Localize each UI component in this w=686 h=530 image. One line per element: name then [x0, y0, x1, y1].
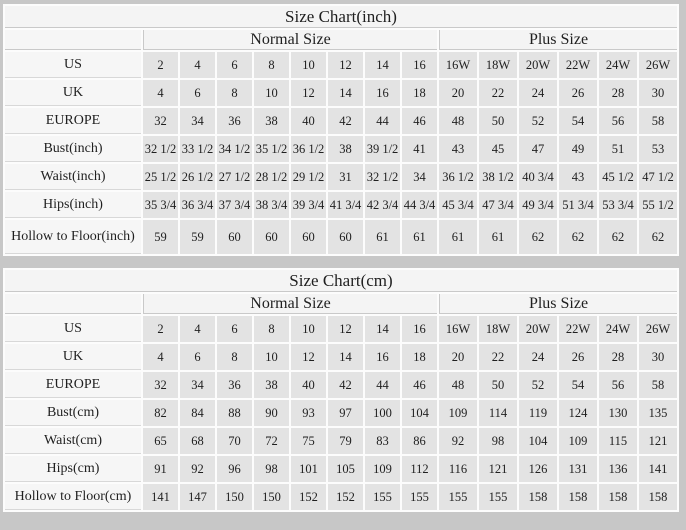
size-value-cell: 38 3/4 — [254, 192, 289, 218]
group-header-normal-size: Normal Size — [143, 294, 437, 314]
size-value-cell: 158 — [639, 484, 677, 510]
size-value-cell: 45 3/4 — [439, 192, 477, 218]
size-row — [5, 372, 677, 398]
size-value-cell: 16 — [365, 80, 400, 106]
size-value-cell: 28 1/2 — [254, 164, 289, 190]
size-value-cell: 86 — [402, 428, 437, 454]
row-label: Waist(inch) — [5, 164, 141, 190]
size-value-cell: 92 — [439, 428, 477, 454]
size-value-cell: 61 — [365, 220, 400, 254]
size-value-cell: 62 — [519, 220, 557, 254]
row-label: UK — [5, 80, 141, 106]
size-value-cell: 14 — [328, 344, 363, 370]
size-value-cell: 83 — [365, 428, 400, 454]
size-value-cell: 101 — [291, 456, 326, 482]
size-value-cell: 53 — [639, 136, 677, 162]
size-row — [5, 484, 677, 510]
size-value-cell: 45 — [479, 136, 517, 162]
size-value-cell: 41 — [402, 136, 437, 162]
size-value-cell: 131 — [559, 456, 597, 482]
size-value-cell: 45 1/2 — [599, 164, 637, 190]
size-value-cell: 4 — [180, 316, 215, 342]
size-value-cell: 58 — [639, 372, 677, 398]
size-value-cell: 27 1/2 — [217, 164, 252, 190]
size-value-cell: 20W — [519, 52, 557, 78]
size-value-cell: 20W — [519, 316, 557, 342]
size-value-cell: 6 — [217, 52, 252, 78]
size-value-cell: 105 — [328, 456, 363, 482]
size-value-cell: 60 — [291, 220, 326, 254]
size-value-cell: 8 — [254, 52, 289, 78]
size-value-cell: 49 — [559, 136, 597, 162]
row-label: US — [5, 52, 141, 78]
size-row — [5, 192, 677, 218]
size-value-cell: 60 — [328, 220, 363, 254]
size-value-cell: 88 — [217, 400, 252, 426]
size-value-cell: 4 — [180, 52, 215, 78]
size-value-cell: 40 — [291, 372, 326, 398]
size-value-cell: 25 1/2 — [143, 164, 178, 190]
size-value-cell: 92 — [180, 456, 215, 482]
size-value-cell: 98 — [479, 428, 517, 454]
corner-cell — [5, 30, 141, 50]
size-value-cell: 72 — [254, 428, 289, 454]
size-value-cell: 36 1/2 — [291, 136, 326, 162]
size-value-cell: 65 — [143, 428, 178, 454]
size-value-cell: 36 3/4 — [180, 192, 215, 218]
row-label: Hips(inch) — [5, 192, 141, 218]
size-value-cell: 51 — [599, 136, 637, 162]
size-value-cell: 24 — [519, 344, 557, 370]
size-value-cell: 112 — [402, 456, 437, 482]
size-value-cell: 54 — [559, 108, 597, 134]
size-value-cell: 50 — [479, 108, 517, 134]
size-row — [5, 80, 677, 106]
size-value-cell: 42 — [328, 108, 363, 134]
size-value-cell: 32 — [143, 372, 178, 398]
size-value-cell: 6 — [180, 80, 215, 106]
group-header-normal-size: Normal Size — [143, 30, 437, 50]
size-value-cell: 35 3/4 — [143, 192, 178, 218]
size-value-cell: 70 — [217, 428, 252, 454]
size-value-cell: 16W — [439, 52, 477, 78]
title-row — [5, 270, 677, 292]
size-value-cell: 130 — [599, 400, 637, 426]
row-label: Hollow to Floor(cm) — [5, 484, 141, 510]
size-row — [5, 456, 677, 482]
size-value-cell: 16W — [439, 316, 477, 342]
size-value-cell: 38 1/2 — [479, 164, 517, 190]
size-value-cell: 68 — [180, 428, 215, 454]
size-row — [5, 52, 677, 78]
size-value-cell: 2 — [143, 316, 178, 342]
size-value-cell: 62 — [599, 220, 637, 254]
size-value-cell: 155 — [402, 484, 437, 510]
size-value-cell: 6 — [217, 316, 252, 342]
size-value-cell: 16 — [402, 52, 437, 78]
size-value-cell: 61 — [402, 220, 437, 254]
size-value-cell: 26W — [639, 316, 677, 342]
group-header-plus-size: Plus Size — [439, 294, 677, 314]
size-value-cell: 8 — [217, 80, 252, 106]
size-value-cell: 20 — [439, 80, 477, 106]
size-value-cell: 47 1/2 — [639, 164, 677, 190]
size-value-cell: 32 1/2 — [365, 164, 400, 190]
size-value-cell: 97 — [328, 400, 363, 426]
size-value-cell: 82 — [143, 400, 178, 426]
size-value-cell: 152 — [328, 484, 363, 510]
size-value-cell: 24 — [519, 80, 557, 106]
size-value-cell: 104 — [402, 400, 437, 426]
size-value-cell: 60 — [217, 220, 252, 254]
size-row — [5, 136, 677, 162]
size-value-cell: 158 — [559, 484, 597, 510]
size-value-cell: 28 — [599, 344, 637, 370]
size-value-cell: 22W — [559, 316, 597, 342]
size-value-cell: 39 3/4 — [291, 192, 326, 218]
row-label: Hollow to Floor(inch) — [5, 220, 141, 254]
size-value-cell: 18W — [479, 316, 517, 342]
title-row — [5, 6, 677, 28]
size-value-cell: 56 — [599, 372, 637, 398]
size-value-cell: 4 — [143, 344, 178, 370]
size-value-cell: 59 — [180, 220, 215, 254]
size-value-cell: 24W — [599, 52, 637, 78]
size-value-cell: 18W — [479, 52, 517, 78]
size-value-cell: 26W — [639, 52, 677, 78]
size-value-cell: 43 — [559, 164, 597, 190]
size-value-cell: 126 — [519, 456, 557, 482]
size-value-cell: 47 — [519, 136, 557, 162]
size-value-cell: 141 — [143, 484, 178, 510]
size-value-cell: 91 — [143, 456, 178, 482]
size-value-cell: 36 — [217, 372, 252, 398]
size-value-cell: 33 1/2 — [180, 136, 215, 162]
group-header-row — [5, 30, 677, 50]
size-value-cell: 10 — [254, 344, 289, 370]
size-value-cell: 32 — [143, 108, 178, 134]
size-value-cell: 119 — [519, 400, 557, 426]
size-value-cell: 36 1/2 — [439, 164, 477, 190]
corner-cell — [5, 294, 141, 314]
size-value-cell: 147 — [180, 484, 215, 510]
size-value-cell: 56 — [599, 108, 637, 134]
row-label: US — [5, 316, 141, 342]
size-value-cell: 14 — [365, 316, 400, 342]
size-value-cell: 152 — [291, 484, 326, 510]
size-value-cell: 38 — [254, 108, 289, 134]
size-value-cell: 8 — [217, 344, 252, 370]
size-value-cell: 26 1/2 — [180, 164, 215, 190]
size-value-cell: 26 — [559, 80, 597, 106]
row-label: EUROPE — [5, 108, 141, 134]
size-value-cell: 61 — [439, 220, 477, 254]
size-value-cell: 40 — [291, 108, 326, 134]
size-value-cell: 47 3/4 — [479, 192, 517, 218]
size-value-cell: 55 1/2 — [639, 192, 677, 218]
size-value-cell: 34 — [180, 372, 215, 398]
size-value-cell: 12 — [328, 52, 363, 78]
size-value-cell: 59 — [143, 220, 178, 254]
size-value-cell: 35 1/2 — [254, 136, 289, 162]
size-value-cell: 60 — [254, 220, 289, 254]
size-value-cell: 158 — [519, 484, 557, 510]
size-value-cell: 39 1/2 — [365, 136, 400, 162]
size-value-cell: 114 — [479, 400, 517, 426]
size-value-cell: 48 — [439, 372, 477, 398]
size-value-cell: 136 — [599, 456, 637, 482]
size-value-cell: 61 — [479, 220, 517, 254]
size-value-cell: 93 — [291, 400, 326, 426]
size-value-cell: 100 — [365, 400, 400, 426]
size-value-cell: 53 3/4 — [599, 192, 637, 218]
size-value-cell: 90 — [254, 400, 289, 426]
size-value-cell: 16 — [365, 344, 400, 370]
size-value-cell: 51 3/4 — [559, 192, 597, 218]
size-value-cell: 34 — [180, 108, 215, 134]
size-row — [5, 400, 677, 426]
size-row — [5, 108, 677, 134]
row-label: Waist(cm) — [5, 428, 141, 454]
size-value-cell: 4 — [143, 80, 178, 106]
size-value-cell: 104 — [519, 428, 557, 454]
row-label: UK — [5, 344, 141, 370]
size-value-cell: 96 — [217, 456, 252, 482]
size-value-cell: 12 — [328, 316, 363, 342]
size-row — [5, 164, 677, 190]
size-value-cell: 2 — [143, 52, 178, 78]
size-value-cell: 8 — [254, 316, 289, 342]
size-value-cell: 24W — [599, 316, 637, 342]
size-value-cell: 14 — [328, 80, 363, 106]
row-label: Bust(cm) — [5, 400, 141, 426]
row-label: EUROPE — [5, 372, 141, 398]
size-value-cell: 44 — [365, 108, 400, 134]
row-label: Hips(cm) — [5, 456, 141, 482]
group-header-row — [5, 294, 677, 314]
size-value-cell: 49 3/4 — [519, 192, 557, 218]
size-value-cell: 22W — [559, 52, 597, 78]
size-value-cell: 52 — [519, 108, 557, 134]
size-value-cell: 10 — [291, 52, 326, 78]
size-value-cell: 58 — [639, 108, 677, 134]
size-value-cell: 109 — [439, 400, 477, 426]
size-value-cell: 6 — [180, 344, 215, 370]
size-value-cell: 34 — [402, 164, 437, 190]
size-value-cell: 109 — [559, 428, 597, 454]
size-value-cell: 30 — [639, 344, 677, 370]
size-value-cell: 32 1/2 — [143, 136, 178, 162]
size-value-cell: 44 3/4 — [402, 192, 437, 218]
size-value-cell: 150 — [217, 484, 252, 510]
size-value-cell: 54 — [559, 372, 597, 398]
size-value-cell: 14 — [365, 52, 400, 78]
size-value-cell: 50 — [479, 372, 517, 398]
size-value-cell: 155 — [439, 484, 477, 510]
size-value-cell: 18 — [402, 80, 437, 106]
size-value-cell: 121 — [639, 428, 677, 454]
size-value-cell: 46 — [402, 372, 437, 398]
size-value-cell: 116 — [439, 456, 477, 482]
size-value-cell: 43 — [439, 136, 477, 162]
size-value-cell: 10 — [254, 80, 289, 106]
size-value-cell: 26 — [559, 344, 597, 370]
size-value-cell: 44 — [365, 372, 400, 398]
size-value-cell: 124 — [559, 400, 597, 426]
size-value-cell: 16 — [402, 316, 437, 342]
size-value-cell: 10 — [291, 316, 326, 342]
size-value-cell: 155 — [479, 484, 517, 510]
size-value-cell: 75 — [291, 428, 326, 454]
size-row — [5, 428, 677, 454]
size-value-cell: 36 — [217, 108, 252, 134]
group-header-plus-size: Plus Size — [439, 30, 677, 50]
table-title: Size Chart(inch) — [5, 6, 677, 28]
size-value-cell: 38 — [254, 372, 289, 398]
size-value-cell: 141 — [639, 456, 677, 482]
size-value-cell: 34 1/2 — [217, 136, 252, 162]
table-title: Size Chart(cm) — [5, 270, 677, 292]
size-value-cell: 30 — [639, 80, 677, 106]
size-value-cell: 37 3/4 — [217, 192, 252, 218]
size-value-cell: 79 — [328, 428, 363, 454]
size-value-cell: 42 — [328, 372, 363, 398]
size-value-cell: 84 — [180, 400, 215, 426]
size-row — [5, 316, 677, 342]
size-value-cell: 62 — [559, 220, 597, 254]
size-value-cell: 98 — [254, 456, 289, 482]
size-value-cell: 115 — [599, 428, 637, 454]
size-value-cell: 109 — [365, 456, 400, 482]
size-value-cell: 48 — [439, 108, 477, 134]
size-value-cell: 29 1/2 — [291, 164, 326, 190]
row-label: Bust(inch) — [5, 136, 141, 162]
size-value-cell: 12 — [291, 80, 326, 106]
size-value-cell: 150 — [254, 484, 289, 510]
size-value-cell: 121 — [479, 456, 517, 482]
size-value-cell: 41 3/4 — [328, 192, 363, 218]
size-value-cell: 46 — [402, 108, 437, 134]
size-value-cell: 22 — [479, 344, 517, 370]
size-value-cell: 62 — [639, 220, 677, 254]
size-row — [5, 220, 677, 254]
size-value-cell: 28 — [599, 80, 637, 106]
size-value-cell: 20 — [439, 344, 477, 370]
size-value-cell: 12 — [291, 344, 326, 370]
size-value-cell: 18 — [402, 344, 437, 370]
size-value-cell: 42 3/4 — [365, 192, 400, 218]
size-chart-cm-table — [3, 268, 679, 512]
size-value-cell: 38 — [328, 136, 363, 162]
size-value-cell: 155 — [365, 484, 400, 510]
size-value-cell: 52 — [519, 372, 557, 398]
size-value-cell: 40 3/4 — [519, 164, 557, 190]
size-value-cell: 135 — [639, 400, 677, 426]
size-value-cell: 22 — [479, 80, 517, 106]
size-value-cell: 31 — [328, 164, 363, 190]
size-value-cell: 158 — [599, 484, 637, 510]
size-chart-inch-table — [3, 4, 679, 256]
size-row — [5, 344, 677, 370]
